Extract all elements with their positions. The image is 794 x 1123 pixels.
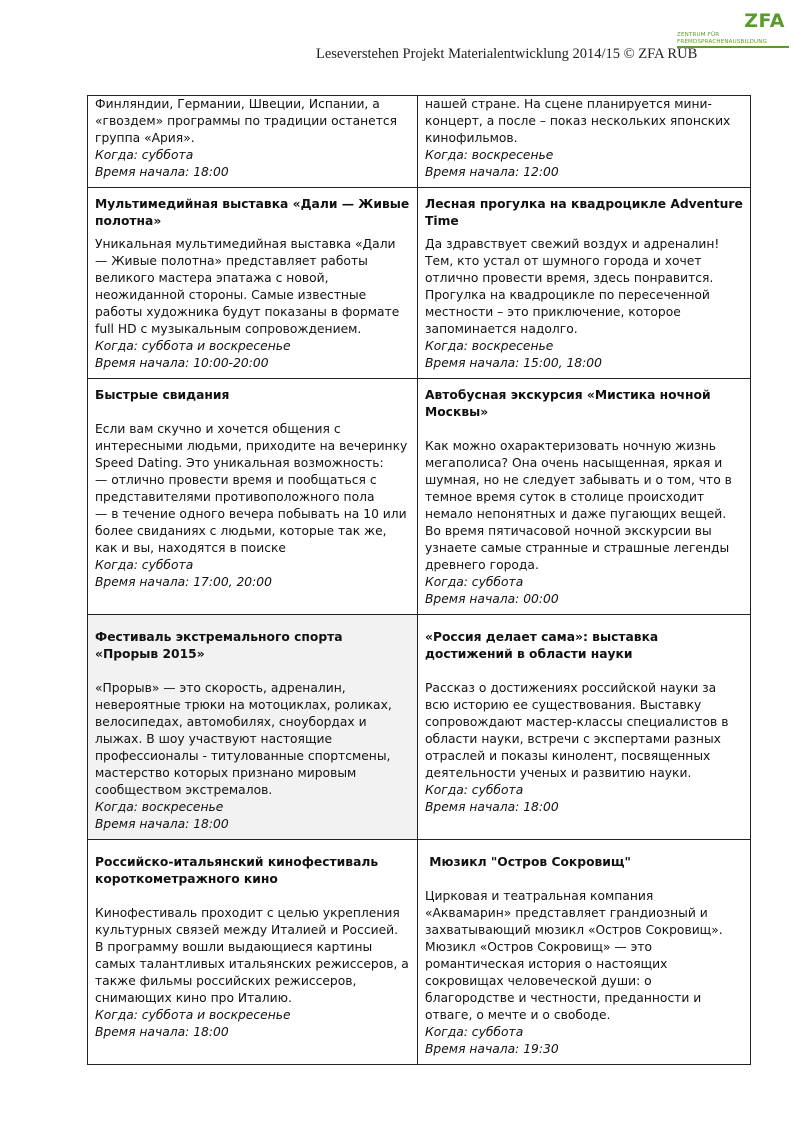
event-cell (88, 615, 418, 840)
event-description: Цирковая и театральная компания «Аквамарин» представляет грандиозный и захватывающий мюзикл «Остров Сокровищ». Мюзикл «Остров Сокровищ» — это романтическая история о настоящих сокровищах человеческой души: о благородстве и честности, преданности и отваге, о мечте и о свободе. (425, 889, 723, 1022)
logo-line-1: ZENTRUM FÜR (677, 32, 720, 38)
event-time: Время начала: 15:00, 18:00 (425, 356, 602, 370)
event-title: Мультимедийная выставка «Дали — Живые полотна» (95, 197, 410, 228)
event-cell (88, 840, 418, 1065)
event-description: Как можно охарактеризовать ночную жизнь мегаполиса? Она очень насыщенная, яркая и шумная, но не следует забывать и о том, что в темное время суток в столице происходит немало непонятных и даже пугающих вещей. Во время пятичасовой ночной экскурсии вы узнаете самые странные и страшные легенды древнего города. (425, 439, 732, 572)
event-cell (88, 379, 418, 615)
event-when: Когда: суббота (425, 783, 524, 797)
event-time: Время начала: 00:00 (425, 592, 559, 606)
table-row (88, 615, 751, 840)
table-row (88, 379, 751, 615)
events-table (87, 95, 751, 1065)
logo-line-2: FREMDSPRACHENAUSBILDUNG (677, 39, 768, 45)
event-description: Да здравствует свежий воздух и адреналин! Тем, кто устал от шумного города и хочет отлично провести время, здесь понравится. Прогулка на квадроцикле по пересеченной местности – это приключение, которое запоминается надолго. (425, 237, 720, 336)
event-time: Время начала: 17:00, 20:00 (95, 575, 272, 589)
event-when: Когда: суббота и воскресенье (95, 1008, 291, 1022)
event-when: Когда: суббота (425, 1025, 524, 1039)
event-time: Время начала: 18:00 (95, 817, 229, 831)
event-title: Лесная прогулка на квадроцикле Adventure Time (425, 197, 743, 228)
table-row (88, 96, 751, 188)
page-header: Leseverstehen Projekt Materialentwicklung 2014/15 © ZFA RUB (316, 46, 698, 62)
event-cell (418, 379, 751, 615)
event-description: Уникальная мультимедийная выставка «Дали — Живые полотна» представляет работы великого мастера эпатажа с новой, неожиданной стороны. Самые известные работы художника будут показаны в формате full HD с музыкальным сопровождением. (95, 237, 400, 336)
event-title: Российско-итальянский кинофестиваль короткометражного кино (95, 855, 379, 886)
event-description: «Прорыв» — это скорость, адреналин, невероятные трюки на мотоциклах, роликах, велосипедах, автомобилях, сноубордах и лыжах. В шоу участвуют настоящие профессионалы - титулованные спортсмены, мастерство которых признано мировым сообществом экстремалов. (95, 681, 392, 797)
event-when: Когда: суббота (425, 575, 524, 589)
event-when: Когда: воскресенье (425, 148, 554, 162)
event-cell (418, 840, 751, 1065)
event-time: Время начала: 12:00 (425, 165, 559, 179)
event-cell (418, 615, 751, 840)
event-when: Когда: воскресенье (95, 800, 224, 814)
event-cell (88, 96, 418, 188)
logo-name: ZFA (744, 10, 785, 32)
event-description: Финляндии, Германии, Швеции, Испании, а «гвоздем» программы по традиции останется группа «Ария». (95, 97, 398, 145)
event-when: Когда: суббота (95, 148, 194, 162)
event-time: Время начала: 19:30 (425, 1042, 559, 1056)
event-when: Когда: суббота (95, 558, 194, 572)
event-cell (418, 188, 751, 379)
event-title: «Россия делает сама»: выставка достижений в области науки (425, 630, 659, 661)
zfa-logo (677, 10, 789, 50)
event-when: Когда: воскресенье (425, 339, 554, 353)
event-title: Фестиваль экстремального спорта «Прорыв 2015» (95, 630, 343, 661)
event-time: Время начала: 10:00-20:00 (95, 356, 269, 370)
event-description: нашей стране. На сцене планируется мини-концерт, а после – показ нескольких японских кинофильмов. (425, 97, 731, 145)
event-description: Кинофестиваль проходит с целью укрепления культурных связей между Италией и Россией. В программу вошли выдающиеся картины самых талантливых итальянских режиссеров, а также фильмы российских режиссеров, снимающих кино про Италию. (95, 906, 409, 1005)
event-title: Мюзикл "Остров Сокровищ" (425, 855, 631, 869)
event-cell (418, 96, 751, 188)
table-row (88, 840, 751, 1065)
event-description: Если вам скучно и хочется общения с интересными людьми, приходите на вечеринку Speed Dating. Это уникальная возможность: — отлично провести время и пообщаться с представителями противоположного пола — в течение одного вечера побывать на 10 или более свиданиях с людьми, которые так же, как и вы, находятся в поиске (95, 422, 408, 555)
event-time: Время начала: 18:00 (95, 1025, 229, 1039)
event-time: Время начала: 18:00 (95, 165, 229, 179)
table-row (88, 188, 751, 379)
event-description: Рассказ о достижениях российской науки за всю историю ее существования. Выставку сопровождают мастер-классы специалистов в области науки, встречи с экспертами разных отраслей и показы кинолент, посвященных деятельности ученых и развитию науки. (425, 681, 729, 780)
event-cell (88, 188, 418, 379)
event-title: Быстрые свидания (95, 388, 230, 402)
event-time: Время начала: 18:00 (425, 800, 559, 814)
event-title: Автобусная экскурсия «Мистика ночной Москвы» (425, 388, 711, 419)
event-when: Когда: суббота и воскресенье (95, 339, 291, 353)
